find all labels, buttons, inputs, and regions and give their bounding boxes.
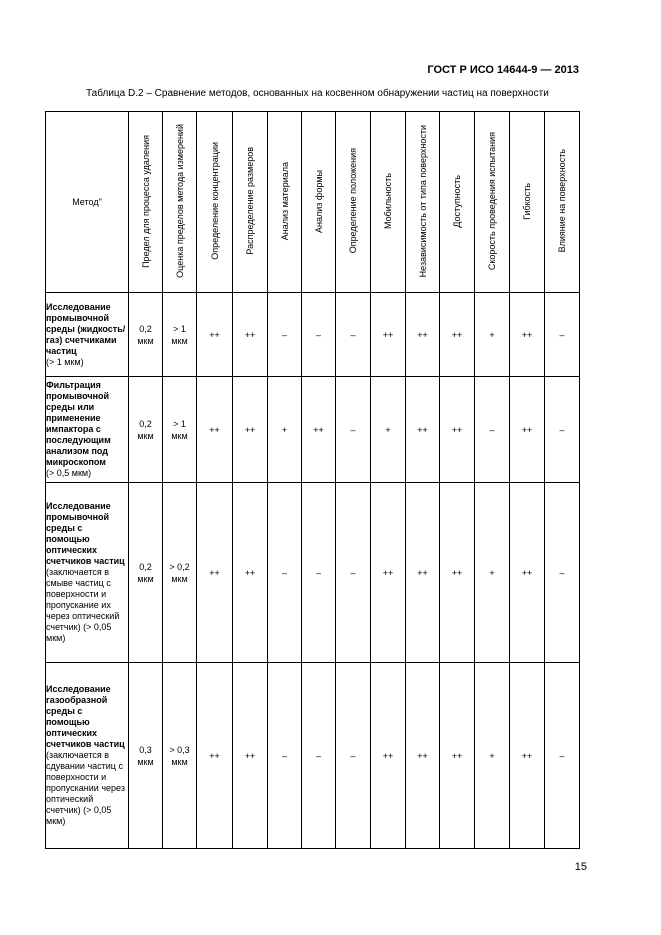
rating-cell: – xyxy=(268,663,302,849)
column-header xyxy=(371,112,406,293)
method-note: (> 0,5 мкм) xyxy=(46,468,92,478)
rating-cell: – xyxy=(336,377,371,483)
rating-cell: ++ xyxy=(233,663,268,849)
column-header xyxy=(163,112,197,293)
rating-cell: ++ xyxy=(197,377,233,483)
column-header-label: Оценка пределов метода измерений xyxy=(174,124,185,278)
column-header xyxy=(545,112,580,293)
limit-cell xyxy=(129,663,163,849)
table-row xyxy=(46,293,580,377)
rating-cell: – xyxy=(302,663,336,849)
value-number: 0,2 xyxy=(139,418,152,429)
value-unit: мкм xyxy=(171,335,188,346)
rating-cell: ++ xyxy=(233,377,268,483)
limit-cell xyxy=(129,377,163,483)
column-header xyxy=(302,112,336,293)
estimate-cell xyxy=(163,293,197,377)
column-header-label: Скорость проведения испытания xyxy=(487,131,497,271)
value-number: > 1 xyxy=(173,418,186,429)
rating-cell: ++ xyxy=(371,483,406,663)
limit-cell xyxy=(129,293,163,377)
rating-cell: ++ xyxy=(197,483,233,663)
rating-cell: + xyxy=(268,377,302,483)
document-header: ГОСТ Р ИСО 14644-9 — 2013 xyxy=(427,64,579,76)
value-unit: мкм xyxy=(137,573,154,584)
limit-cell xyxy=(129,483,163,663)
column-header xyxy=(197,112,233,293)
rating-cell: ++ xyxy=(371,663,406,849)
method-name: Фильтрация промывочной среды или применение импактора с последующим анализом под микроскопом xyxy=(46,380,111,467)
table-caption: Таблица D.2 – Сравнение методов, основанных на косвенном обнаружении частиц на поверхности xyxy=(86,88,549,99)
column-header xyxy=(268,112,302,293)
rating-cell: ++ xyxy=(440,293,475,377)
value-unit: мкм xyxy=(137,335,154,346)
table-row xyxy=(46,663,580,849)
rating-cell: + xyxy=(371,377,406,483)
value-number: 0,2 xyxy=(139,561,152,572)
column-header-label: Доступность xyxy=(452,174,462,228)
column-header-label: Анализ формы xyxy=(313,169,324,233)
column-header-label: Предел для процесса удаления xyxy=(140,134,151,268)
table-row xyxy=(46,377,580,483)
rating-cell: – xyxy=(545,377,580,483)
column-header xyxy=(406,112,440,293)
page-number: 15 xyxy=(574,861,587,873)
column-header xyxy=(510,112,545,293)
rating-cell: + xyxy=(475,663,510,849)
estimate-cell xyxy=(163,663,197,849)
rating-cell: ++ xyxy=(302,377,336,483)
rating-cell: ++ xyxy=(371,293,406,377)
rating-cell: ++ xyxy=(197,293,233,377)
column-header-label: Определение положения xyxy=(348,148,358,254)
comparison-table xyxy=(45,111,580,849)
rating-cell: – xyxy=(268,483,302,663)
table-row xyxy=(46,483,580,663)
method-note: (> 1 мкм) xyxy=(46,356,84,367)
method-cell xyxy=(46,377,129,483)
rating-cell: ++ xyxy=(406,483,440,663)
rating-cell: – xyxy=(336,663,371,849)
rating-cell: – xyxy=(302,293,336,377)
rating-cell: – xyxy=(302,483,336,663)
rating-cell: – xyxy=(545,663,580,849)
column-header-label: Мобильность xyxy=(383,172,393,229)
column-header xyxy=(475,112,510,293)
method-note: (заключается в смыве частиц с поверхности и пропускание их через оптический счетчик) (> 0,05 мкм) xyxy=(46,567,120,643)
method-cell xyxy=(46,663,129,849)
method-name: Исследование газообразной среды с помощью оптических счетчиков частиц xyxy=(46,684,125,749)
rating-cell: ++ xyxy=(197,663,233,849)
column-header xyxy=(336,112,371,293)
method-note: (заключается в сдувании частиц с поверхности и пропускании через оптический счетчик) (> 0,05 мкм) xyxy=(46,750,125,826)
column-header-label: Распределение размеров xyxy=(245,147,255,255)
estimate-cell xyxy=(163,483,197,663)
estimate-cell xyxy=(163,377,197,483)
method-name: Исследование промывочной среды (жидкость/ газ) счетчиками частиц xyxy=(46,301,126,356)
rating-cell: – xyxy=(545,293,580,377)
rating-cell: – xyxy=(545,483,580,663)
column-header-label: Гибкость xyxy=(522,182,532,220)
rating-cell: ++ xyxy=(440,377,475,483)
column-header xyxy=(440,112,475,293)
rating-cell: – xyxy=(336,483,371,663)
value-number: > 0,3 xyxy=(169,744,190,755)
method-name: Исследование промывочной среды с помощью оптических счетчиков частиц xyxy=(46,501,125,566)
method-cell xyxy=(46,483,129,663)
rating-cell: + xyxy=(475,293,510,377)
rating-cell: ++ xyxy=(406,293,440,377)
value-number: 0,3 xyxy=(139,744,152,755)
column-header-label: Влияние на поверхность xyxy=(557,149,567,253)
column-header xyxy=(129,112,163,293)
rating-cell: ++ xyxy=(406,377,440,483)
rating-cell: ++ xyxy=(440,483,475,663)
column-header-label: Независимость от типа поверхности xyxy=(417,124,428,278)
rating-cell: ++ xyxy=(510,377,545,483)
rating-cell: + xyxy=(475,483,510,663)
value-number: > 1 xyxy=(173,323,186,334)
rating-cell: ++ xyxy=(510,663,545,849)
header-row xyxy=(46,112,580,293)
rating-cell: ++ xyxy=(233,293,268,377)
value-unit: мкм xyxy=(171,573,188,584)
value-number: > 0,2 xyxy=(169,561,190,572)
method-column-header: Метод" xyxy=(46,112,129,293)
column-header xyxy=(233,112,268,293)
rating-cell: – xyxy=(475,377,510,483)
rating-cell: ++ xyxy=(406,663,440,849)
column-header-label: Определение концентрации xyxy=(209,142,220,260)
value-unit: мкм xyxy=(137,756,154,767)
rating-cell: ++ xyxy=(510,293,545,377)
rating-cell: ++ xyxy=(233,483,268,663)
value-unit: мкм xyxy=(171,756,188,767)
value-number: 0,2 xyxy=(139,323,152,334)
rating-cell: ++ xyxy=(440,663,475,849)
column-header-label: Анализ материала xyxy=(279,161,290,241)
method-cell xyxy=(46,293,129,377)
rating-cell: – xyxy=(336,293,371,377)
value-unit: мкм xyxy=(137,430,154,441)
rating-cell: – xyxy=(268,293,302,377)
rating-cell: ++ xyxy=(510,483,545,663)
value-unit: мкм xyxy=(171,430,188,441)
